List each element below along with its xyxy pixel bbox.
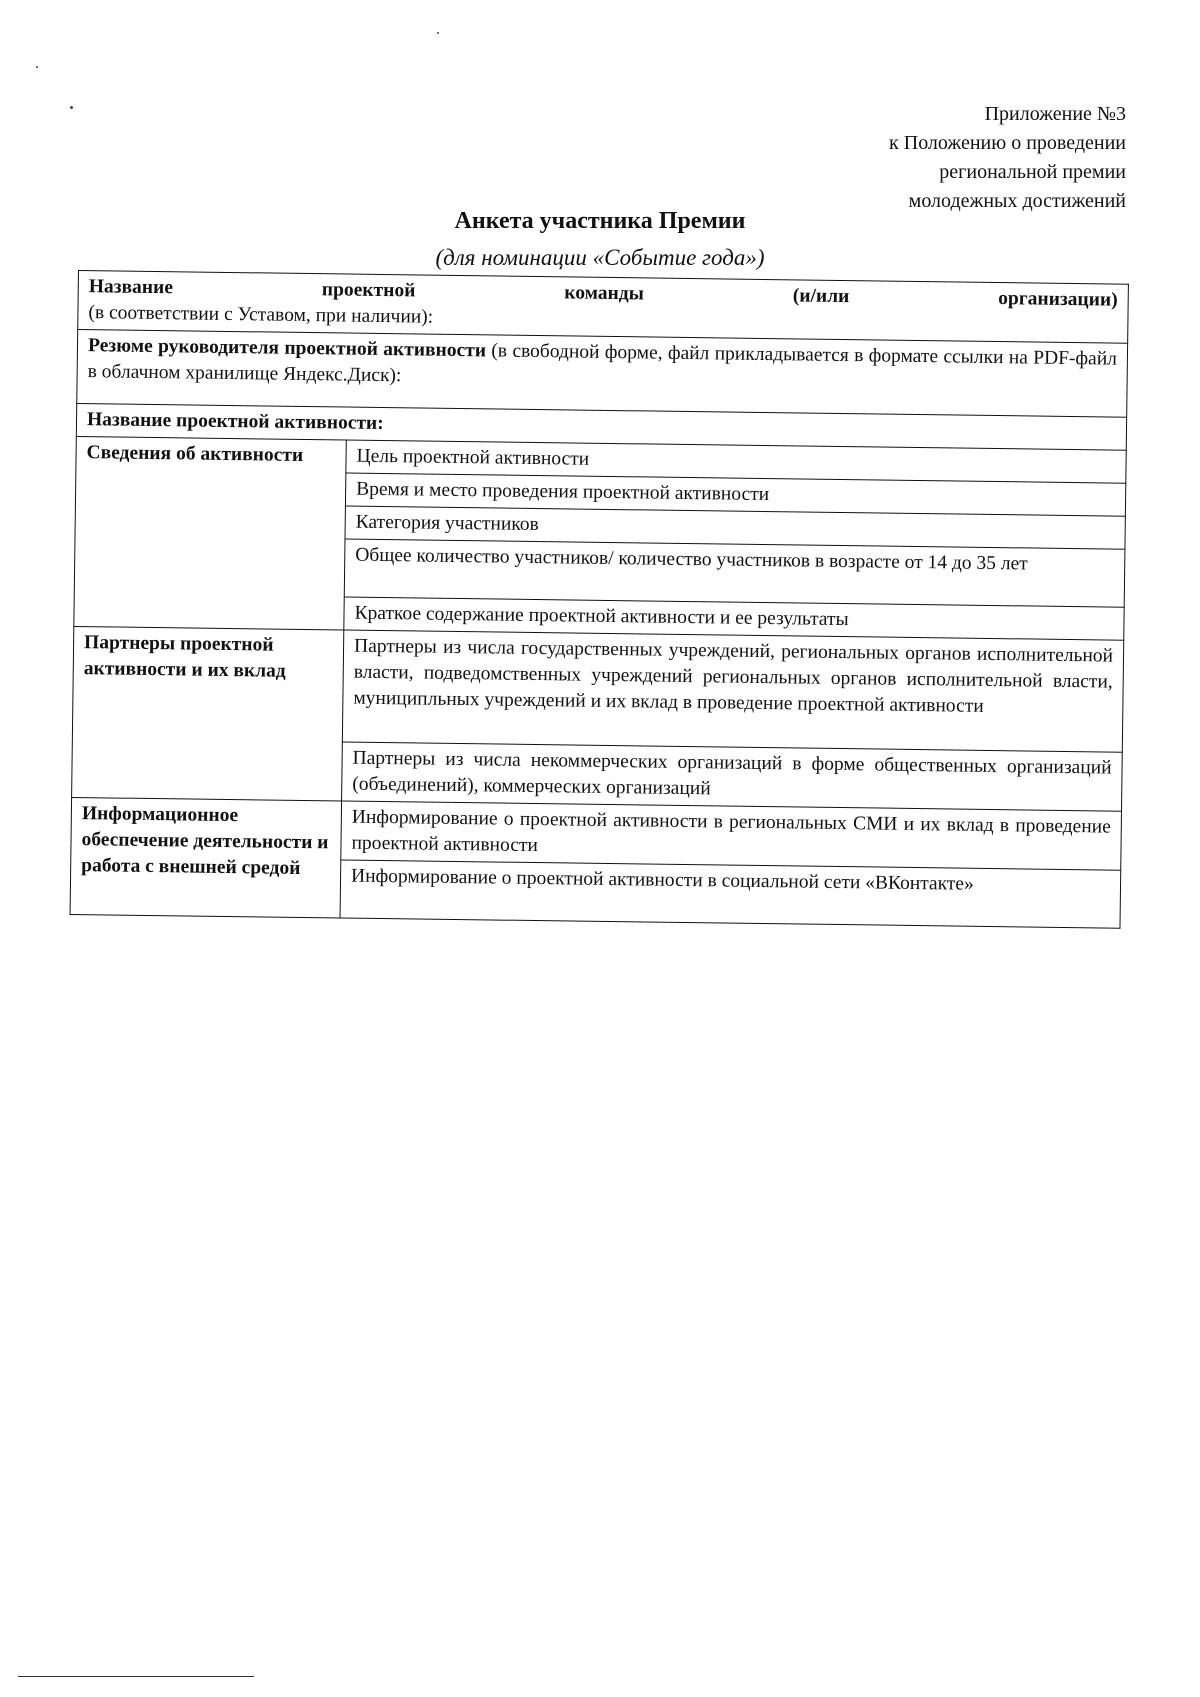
field-goal[interactable]: Цель проектной активности: [346, 440, 1126, 483]
scan-speck: [437, 32, 439, 34]
scan-speck: [70, 106, 73, 109]
scan-speck: [36, 66, 38, 68]
document-title: Анкета участника Премии: [454, 208, 746, 234]
appendix-line: к Положению о проведении: [889, 132, 1126, 154]
field-participant-category[interactable]: Категория участников: [345, 506, 1125, 549]
label-word: Название: [88, 276, 174, 299]
label-word: (и/или: [792, 285, 850, 308]
resume-field[interactable]: [77, 330, 1128, 418]
activity-name-field[interactable]: Название проектной активности:: [76, 403, 1126, 450]
questionnaire-table: [70, 270, 1129, 929]
appendix-line: Приложение №3: [984, 103, 1126, 125]
field-participant-count[interactable]: Общее количество участников/ количество участников в возрасте от 14 до 35 лет: [344, 539, 1125, 607]
section-label-partners: Партнеры проектной активности и их вклад: [72, 626, 344, 801]
section-label-info: Сведения об активности: [74, 436, 346, 630]
footnote-divider: [18, 1676, 254, 1677]
section-row: [71, 797, 1122, 870]
appendix-line: региональной премии: [939, 161, 1126, 183]
resume-row: [77, 330, 1128, 418]
document-subtitle: (для номинации «Событие года»): [435, 245, 765, 270]
field-time-place[interactable]: Время и место проведения проектной активности: [345, 473, 1125, 516]
label-word: проектной: [321, 279, 416, 302]
field-vkontakte[interactable]: Информирование о проектной активности в социальной сети «ВКонтакте»: [340, 860, 1121, 928]
section-label-media: Информационное обеспечение деятельности и работа с внешней средой: [70, 797, 342, 918]
field-summary[interactable]: Краткое содержание проектной активности и ее результаты: [344, 597, 1124, 640]
questionnaire-form: [70, 270, 1128, 929]
label-word: команды: [564, 282, 645, 305]
appendix-header: [706, 100, 1126, 216]
field-regional-media[interactable]: Информирование о проектной активности в региональных СМИ и их вклад в проведение проектной активности: [341, 801, 1122, 870]
resume-note: (в свободной форме, файл прикладывается в формате ссылки на PDF-файл в облачном хранилище Яндекс.Диск):: [87, 340, 1118, 387]
team-name-note: (в соответствии с Уставом, при наличии):: [88, 302, 434, 328]
section-row: [72, 626, 1123, 752]
field-nonprofit-partners[interactable]: Партнеры из числа некоммерческих организаций в форме общественных организаций (объединений), коммерческих организаций: [342, 742, 1123, 811]
resume-label: Резюме руководителя проектной активности: [87, 335, 487, 362]
label-word: организации): [998, 288, 1118, 311]
field-state-partners[interactable]: Партнеры из числа государственных учреждений, региональных органов исполнительной власти, подведомственных учреждений региональных органов исполнительной власти, муниципльных учреждений и их вклад в проведение проектной активности: [342, 630, 1123, 752]
appendix-line: молодежных достижений: [908, 190, 1126, 212]
